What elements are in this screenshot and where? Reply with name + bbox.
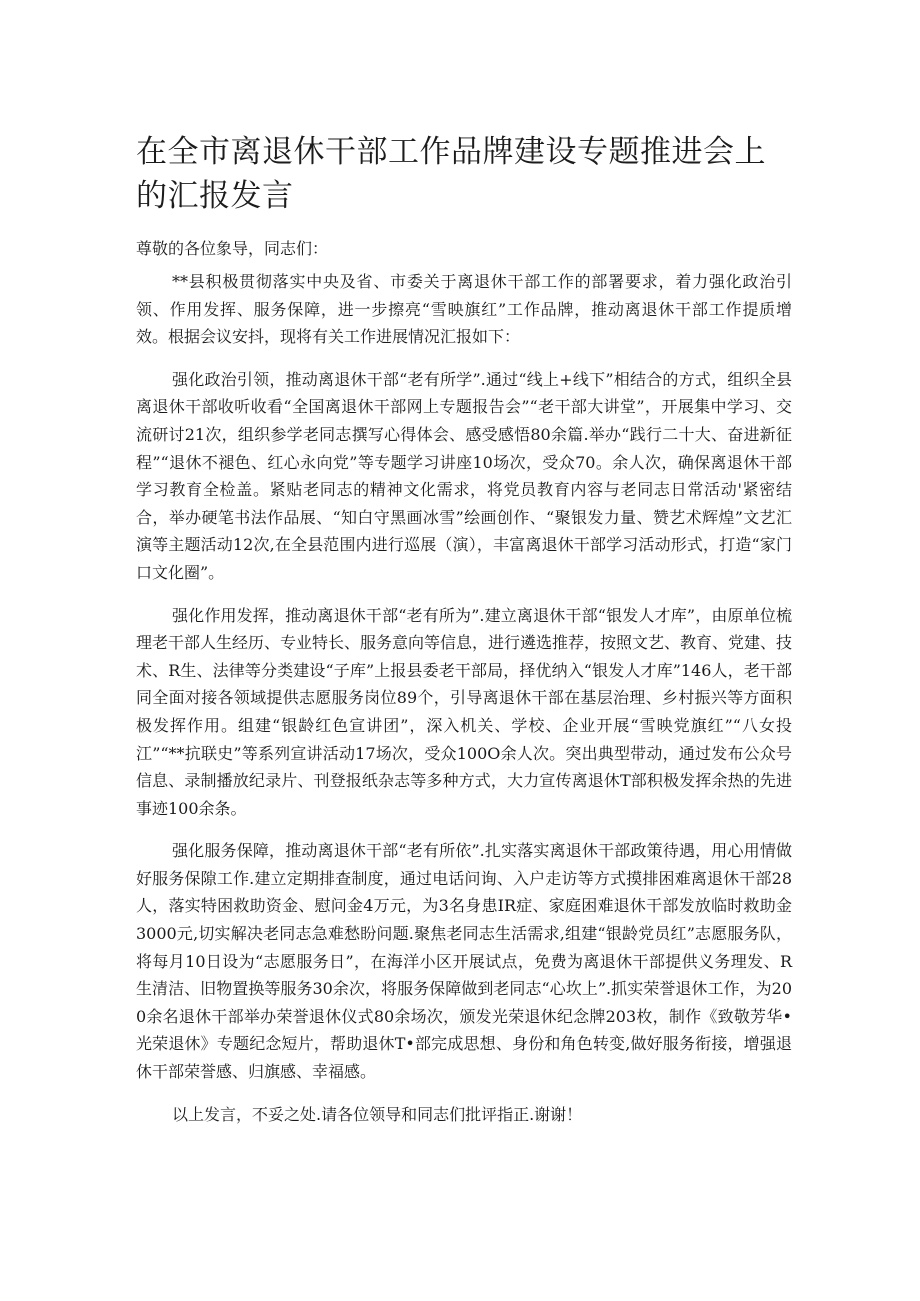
document-title: 在全市离退休干部工作品牌建设专题推进会上的汇报发言 <box>136 134 766 214</box>
salutation: 尊敬的各位象导，同志们： <box>136 239 329 258</box>
paragraph-political-guidance: 强化政治引领，推动离退休干部“老有所学”.通过“线上+线下”相结合的方式，组织全县离退休干部收听收看“全国离退休干部网上专题报告会”“老干部大讲堂”，开展集中学习、交流研讨21次，组织参学老同志撰写心得体会、感受感悟80余篇.举办“践行二十大、奋进新征程”“退休不褪色、红心永向党”等专题学习讲座10场次，受众70。余人次，确保离退休干部学习教育全检盖。紧贴老同志的精神文化需求，将党员教育内容与老同志日常活动'紧密结合，举办硬笔书法作品展、“知白守黑画冰雪”绘画创作、“聚银发力量、赞艺术辉煌”文艺汇演等主题活动12次,在全县范围内进行巡展（演），丰富离退休干部学习活动形式，打造“家门口文化圈”。 <box>136 369 792 582</box>
paragraph-service-guarantee: 强化服务保障，推动离退休干部“老有所依”.扎实落实离退休干部政策待遇，用心用情做好服务保隙工作.建立定期排查制度，通过电话问询、入户走访等方式摸排困难离退休干部28人，落实特困救助资金、慰问金4万元，为3名身患IR症、家庭困难退休干部发放临时救助金3000元,切实解决老同志急难愁盼问题.聚焦老同志生活需求,组建“银龄党员红”志愿服务队，将每月10日设为“志愿服务日”，在海洋小区开展试点，免费为离退休干部提供义务理发、R生清洁、旧物置换等服务30余次，将服务保障做到老同志“心坎上”.抓实荣誉退休工作，为200余名退休干部举办荣誉退休仪式80余场次，颁发光荣退休纪念牌203枚，制作《致敬芳华•光荣退休》专题纪念短片，帮助退休T•部完成思想、身份和角色转变,做好服务衔接，增强退休干部荣誉感、归旗感、幸福感。 <box>136 841 792 1082</box>
paragraph-role-play: 强化作用发挥，推动离退休干部“老有所为”.建立离退休干部“银发人才库”，由原单位梳理老干部人生经历、专业特长、服务意向等信息，进行遴选推荐，按照文艺、教育、党建、技术、R生、法律等分类建设“子库”上报县委老干部局，择优纳入“银发人才库”146人，老干部同全面对接各领域提供志愿服务岗位89个，引导离退休干部在基层治理、乡村振兴等方面积极发挥作用。组建“银龄红色宣讲团”，深入机关、学校、企业开展“雪映党旗红”“八女投江”“**抗联史”等系列宣讲活动17场次，受众100O余人次。突出典型带动，通过发布公众号信息、录制播放纪录片、刊登报纸杂志等多种方式，大力宣传离退休T部积极发挥余热的先进事迹100余条。 <box>136 605 793 818</box>
paragraph-intro: **县积极贯彻落实中央及省、市委关于离退休干部工作的部署要求，着力强化政治引领、作用发挥、服务保障，进一步擦亮“雪映旗红”工作品牌，推动离退休干部工作提质增效。根据会议安抖，现将有关工作进展情况汇报如下： <box>136 272 792 347</box>
paragraph-closing: 以上发言，不妥之处.请各位领导和同志们批评指正.谢谢！ <box>172 1104 583 1124</box>
document-body <box>136 268 792 1143</box>
